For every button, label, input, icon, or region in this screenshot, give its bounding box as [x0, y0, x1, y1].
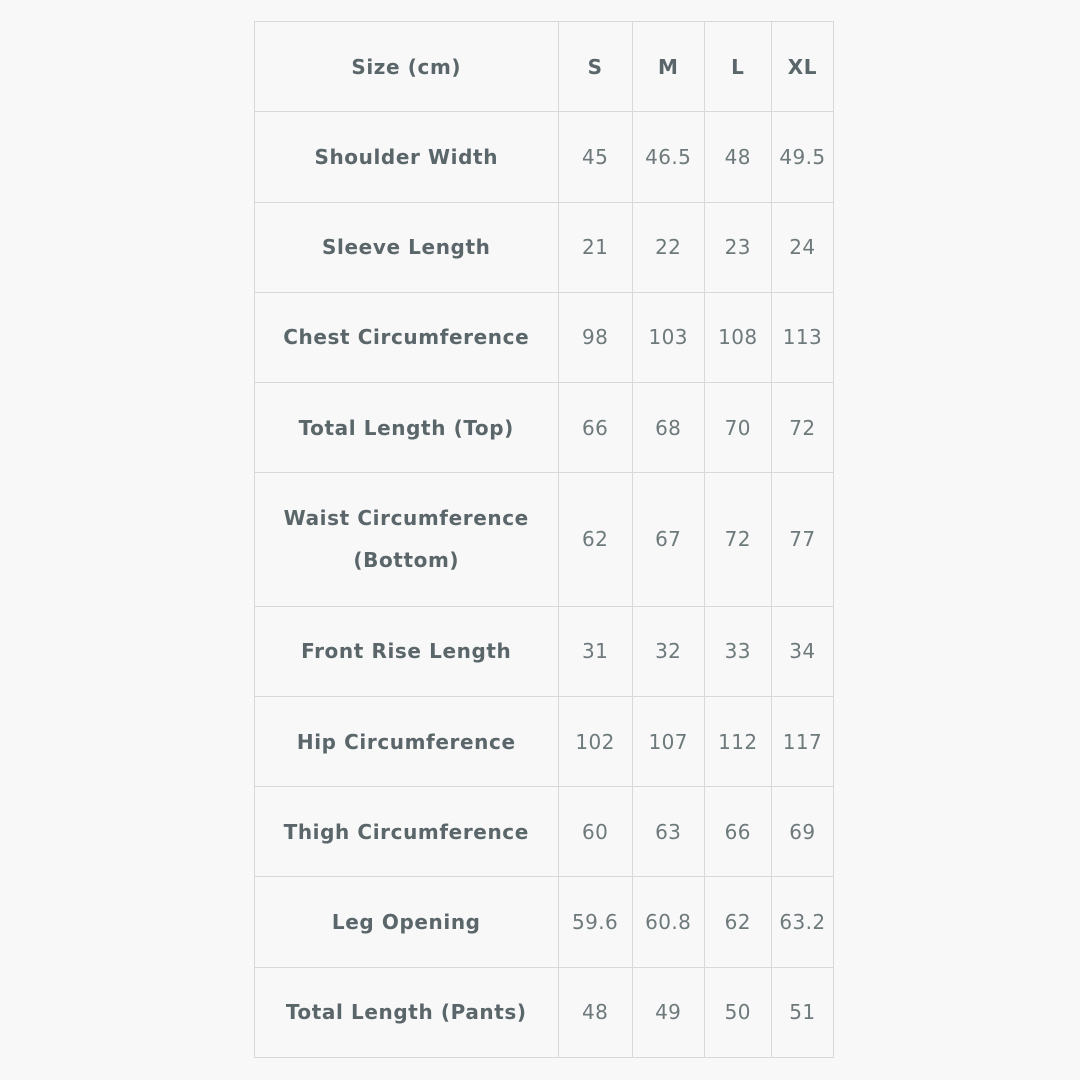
header-label-cell — [255, 22, 559, 112]
row-label-cell — [255, 383, 559, 473]
value-cell-xl: 77 — [771, 473, 833, 606]
table-row — [255, 967, 834, 1057]
value-cell-m: 60.8 — [632, 877, 704, 967]
row-label-cell — [255, 292, 559, 382]
value-cell-l: 33 — [704, 606, 771, 696]
header-label: Size (cm) — [351, 54, 462, 79]
value-cell-s: 31 — [558, 606, 632, 696]
value-cell-m: 68 — [632, 383, 704, 473]
value-cell-xl: 63.2 — [771, 877, 833, 967]
size-chart-table — [254, 21, 834, 1058]
value-cell-xl: 72 — [771, 383, 833, 473]
row-label-cell — [255, 696, 559, 786]
row-label-cell — [255, 877, 559, 967]
value-cell-m: 49 — [632, 967, 704, 1057]
value-cell-m: 32 — [632, 606, 704, 696]
value-cell-s: 60 — [558, 787, 632, 877]
row-label-cell — [255, 606, 559, 696]
value-cell-l: 23 — [704, 202, 771, 292]
row-label-cell — [255, 112, 559, 202]
value-cell-l: 62 — [704, 877, 771, 967]
value-cell-s: 48 — [558, 967, 632, 1057]
row-label: Front Rise Length — [301, 639, 512, 664]
row-label: Chest Circumference — [283, 325, 530, 350]
table-row — [255, 292, 834, 382]
row-label-cell — [255, 967, 559, 1057]
header-row — [255, 22, 834, 112]
value-cell-l: 108 — [704, 292, 771, 382]
value-cell-l: 112 — [704, 696, 771, 786]
table-row — [255, 787, 834, 877]
value-cell-l: 72 — [704, 473, 771, 606]
value-cell-m: 63 — [632, 787, 704, 877]
row-label: Hip Circumference — [296, 729, 516, 754]
value-cell-s: 62 — [558, 473, 632, 606]
value-cell-m: 67 — [632, 473, 704, 606]
header-size-s: S — [558, 22, 632, 112]
value-cell-s: 102 — [558, 696, 632, 786]
value-cell-l: 66 — [704, 787, 771, 877]
table-row — [255, 112, 834, 202]
header-size-l: L — [704, 22, 771, 112]
value-cell-m: 107 — [632, 696, 704, 786]
value-cell-xl: 24 — [771, 202, 833, 292]
value-cell-l: 48 — [704, 112, 771, 202]
table-row — [255, 606, 834, 696]
table-row — [255, 202, 834, 292]
value-cell-xl: 113 — [771, 292, 833, 382]
value-cell-s: 59.6 — [558, 877, 632, 967]
row-label: Sleeve Length — [322, 235, 491, 260]
value-cell-xl: 51 — [771, 967, 833, 1057]
row-label: Thigh Circumference — [283, 819, 529, 844]
header-size-xl: XL — [771, 22, 833, 112]
table-row — [255, 383, 834, 473]
row-label: Total Length (Top) — [298, 415, 514, 440]
table-row — [255, 473, 834, 606]
value-cell-m: 46.5 — [632, 112, 704, 202]
table-row — [255, 877, 834, 967]
value-cell-m: 103 — [632, 292, 704, 382]
row-label-cell — [255, 473, 559, 606]
value-cell-s: 66 — [558, 383, 632, 473]
row-label: Waist Circumference (Bottom) — [283, 506, 529, 573]
value-cell-s: 21 — [558, 202, 632, 292]
header-size-m: M — [632, 22, 704, 112]
value-cell-xl: 49.5 — [771, 112, 833, 202]
row-label-cell — [255, 202, 559, 292]
value-cell-m: 22 — [632, 202, 704, 292]
value-cell-l: 70 — [704, 383, 771, 473]
row-label-cell — [255, 787, 559, 877]
value-cell-l: 50 — [704, 967, 771, 1057]
value-cell-xl: 34 — [771, 606, 833, 696]
table-row — [255, 696, 834, 786]
value-cell-s: 45 — [558, 112, 632, 202]
value-cell-xl: 117 — [771, 696, 833, 786]
value-cell-s: 98 — [558, 292, 632, 382]
row-label: Leg Opening — [331, 910, 481, 934]
row-label: Total Length (Pants) — [285, 1000, 527, 1025]
row-label: Shoulder Width — [314, 144, 499, 169]
value-cell-xl: 69 — [771, 787, 833, 877]
